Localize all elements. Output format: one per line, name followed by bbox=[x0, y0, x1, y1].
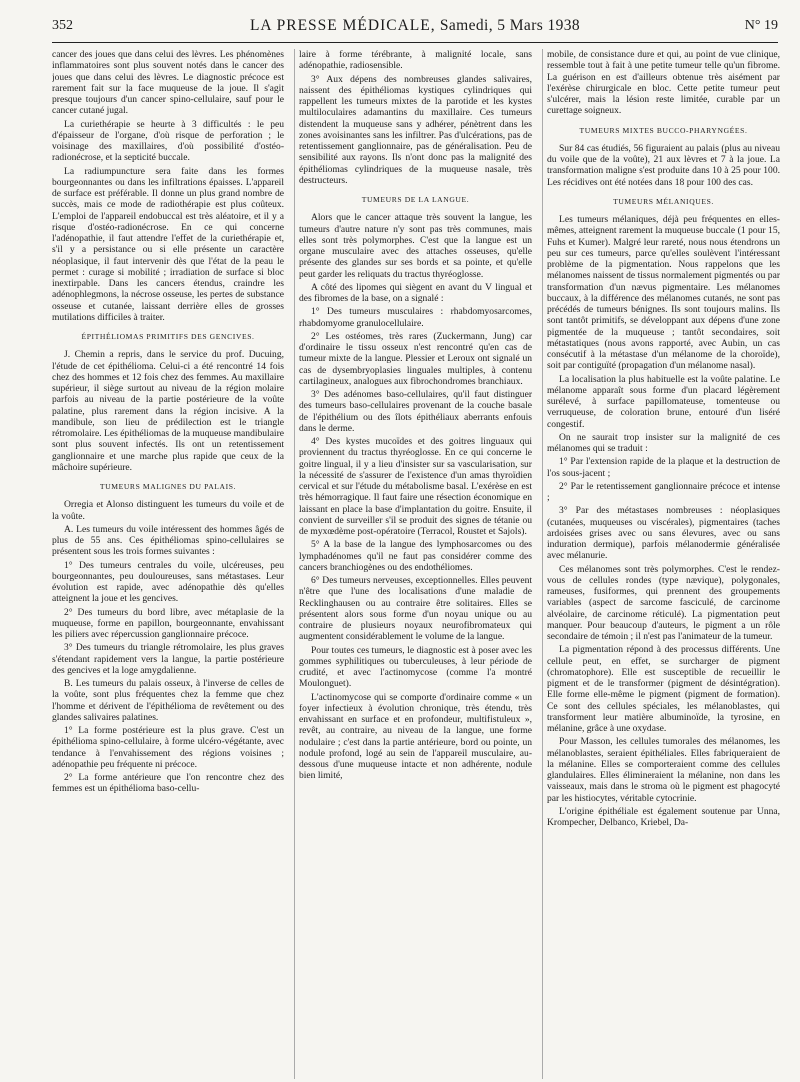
page-header bbox=[52, 16, 778, 43]
paragraph: J. Chemin a repris, dans le service du prof. Ducuing, l'étude de cet épithélioma. Celui-ci a été rencontré 14 fois chez des hommes et 12 fois chez des femmes. Au maxillaire supérieur, il siège surtout au niveau de la région molaire parfois au niveau de la partie postérieure de la voûte palatine, plus rarement dans la région incisive. A la mandibule, son lieu de prédilection est le triangle rétromolaire. Les épithéliomas de la muqueuse mandibulaire sont plus souvent infectés. Ils ont un retentissement ganglionnaire et une marche plus rapide que ceux de la mâchoire supérieure. bbox=[52, 349, 284, 473]
paragraph: A côté des lipomes qui siègent en avant du V lingual et des fibromes de la base, on a signalé : bbox=[299, 281, 532, 304]
section-heading: TUMEURS MALIGNES DU PALAIS. bbox=[99, 482, 237, 491]
paragraph: 1° Par l'extension rapide de la plaque et la destruction de l'os sous-jacent ; bbox=[547, 456, 780, 479]
paragraph: A. Les tumeurs du voile intéressent des hommes âgés de plus de 55 ans. Ces épithéliomas spino-cellulaires se présentent sous les trois formes suivantes : bbox=[52, 523, 284, 558]
paragraph: 3° Des adénomes baso-cellulaires, qu'il faut distinguer des tumeurs baso-cellulaires provenant de la couche basale de l'épithélium ou des îlots épithéliaux aberrants enfouis dans le derme. bbox=[299, 389, 532, 434]
paragraph: 4° Des kystes mucoïdes et des goitres linguaux qui proviennent du tractus thyréoglosse. En ce qui concerne le goitre lingual, il y a lieu d'insister sur sa vascularisation, sur la nécessité de s'assurer de l'existence d'un amas thyroïdien cervical et sur l'étude du métabolisme basal. L'exérèse en est très hémorragique. Il faut faire une résection économique en laissant en place la base d'implantation du goitre. Ensuite, il convient de surveiller s'il se produit des signes de tétanie ou de myxœdème post-opératoire (Terracol, Roustet et Sajols). bbox=[299, 436, 532, 537]
paragraph: cancer des joues que dans celui des lèvres. Les phénomènes inflammatoires sont plus souvent notés dans le cancer des joues que dans celui des lèvres. Le diagnostic précoce est rarement fait sur la face muqueuse de la joue. Il s'agit presque toujours d'un cancer spino-cellulaire, sauf pour le cancer cutané jugal. bbox=[52, 49, 284, 117]
paragraph: 2° La forme antérieure que l'on rencontre chez des femmes est un épithélioma baso-cellu- bbox=[52, 772, 284, 795]
issue-number: N° 19 bbox=[744, 18, 778, 33]
paragraph: 1° Des tumeurs centrales du voile, ulcéreuses, peu bourgeonnantes, peu douloureuses, sans métastases. Leur évolution est rapide, avec adénopathie dès qu'elles atteignent la joue et les gencives. bbox=[52, 559, 284, 605]
paragraph: laire à forme térébrante, à malignité locale, sans adénopathie, radiosensible. bbox=[299, 49, 532, 72]
paragraph: Pour Masson, les cellules tumorales des mélanomes, les mélanoblastes, seraient épithéliales. Elles fabriqueraient de la mélanine. Elles se comporteraient comme des cellules glandulaires. Elles élimineraient la mélanine, non dans les vaisseaux, mais dans le stroma où le pigment est phagocyté par les histiocytes, véritable cytocrinie. bbox=[547, 736, 780, 804]
paragraph: 3° Des tumeurs du triangle rétromolaire, les plus graves s'étendant rapidement vers la langue, la partie postérieure des gencives et la loge amygdalienne. bbox=[52, 642, 284, 676]
paragraph: La pigmentation répond à des processus différents. Une cellule peut, en effet, se surcharger de pigment (chromatophore). Elle est susceptible de recueillir le pigment et de le transformer (pigment de désintégration). Elle forme elle-même le pigment (pigment de formation). Ce sont des cellules spéciales, les mélanoblastes, qui transforment leur matière albuminoïde, la tyrosine, en mélanine, grâce à une oxydase. bbox=[547, 644, 780, 734]
paragraph: L'origine épithéliale est également soutenue par Unna, Krompecher, Delbanco, Kriebel, Da- bbox=[547, 805, 780, 828]
paragraph: On ne saurait trop insister sur la malignité de ces mélanomes qui se traduit : bbox=[547, 431, 780, 454]
journal-name: LA PRESSE MÉDICALE, bbox=[249, 17, 436, 34]
section-heading: TUMEURS DE LA LANGUE. bbox=[361, 195, 470, 204]
paragraph: 6° Des tumeurs nerveuses, exceptionnelles. Elles peuvent n'être que l'une des localisations d'une maladie de Recklinghausen ou au contraire être solitaires. Elles se présentent alors sous forme d'un noyau unique ou au contraire de plusieurs noyaux neurofibromateux qui augmentent considérablement le volume de la langue. bbox=[299, 575, 532, 643]
paragraph: mobile, de consistance dure et qui, au point de vue clinique, ressemble tout à fait à une petite tumeur telle qu'un fibrome. La guérison en est d'ailleurs obtenue très aisément par l'exérèse chirurgicale en bloc. Cette petite tumeur peut s'ulcérer, mais la lésion reste limitée, curable par un curettage soigneux. bbox=[547, 49, 780, 117]
paragraph: 1° La forme postérieure est la plus grave. C'est un épithélioma spino-cellulaire, à forme ulcéro-végétante, avec tendance à l'envahissement des régions voisines ; adénopathie peu fréquente ni précoce. bbox=[52, 725, 284, 770]
paragraph: 3° Par des métastases nombreuses : néoplasiques (cutanées, muqueuses ou viscérales), pigmentaires (taches ardoisées grises avec ou sans élevures, avec ou sans induration dermique), parfois mélanodermie généralisée avec mélanurie. bbox=[547, 505, 780, 562]
column-left bbox=[52, 49, 284, 1079]
paragraph: 1° Des tumeurs musculaires : rhabdomyosarcomes, rhabdomyome granulocellulaire. bbox=[299, 306, 532, 329]
text-columns bbox=[52, 49, 778, 1079]
section-heading: TUMEURS MÉLANIQUES. bbox=[613, 196, 714, 206]
paragraph: La radiumpuncture sera faite dans les formes bourgeonnantes ou dans les infiltrations épaisses. L'appareil de surface est préférable. Il donne un plus grand nombre de succès, mais ce mode de radiothérapie est plus coûteux. L'emploi de l'appareil endobuccal est très aléatoire, et il y a risque d'ostéo-radionécrose. En ce qui concerne l'adénopathie, il faut attendre l'effet de la curiethérapie et, s'il y a persistance ou si elle présente un caractère néoplasique, il faut intervenir dès que l'état de la peau le permet : curage si mobilité ; irradiation de surface si bloc inextirpable. Dans les cancers étendus, craindre les adénophlegmons, la nécrose osseuse, les pertes de substance osseuse et cutanée, laissant derrière elles de grosses mutilations difficiles à traiter. bbox=[52, 165, 284, 323]
paragraph: Orregia et Alonso distinguent les tumeurs du voile et de la voûte. bbox=[52, 499, 284, 522]
section-heading: ÉPITHÉLIOMAS PRIMITIFS DES GENCIVES. bbox=[81, 332, 255, 341]
page-number: 352 bbox=[52, 18, 73, 33]
paragraph: Alors que le cancer attaque très souvent la langue, les tumeurs d'autre nature n'y sont pas très communes, mais elles sont très polymorphes. C'est que la langue est un organe musculaire avec des attaches osseuses, qu'elle présente des glandes sur ses bords et sa pointe, et qu'elle peut garder les reliquats du tractus thyréoglosse. bbox=[299, 212, 532, 280]
issue-date: Samedi, 5 Mars 1938 bbox=[439, 17, 581, 34]
paragraph: 5° A la base de la langue des lymphosarcomes ou des lymphadénomes qu'il ne faut pas considérer comme des cancers branchiogènes ou des endothéliomes. bbox=[299, 539, 532, 573]
paragraph: Sur 84 cas étudiés, 56 figuraient au palais (plus au niveau du voile que de la voûte), 21 aux lèvres et 7 à la joue. La transformation maligne s'est produite dans 10 à 25 pour 100. Les récidives ont été notées dans 18 pour 100 des cas. bbox=[547, 142, 780, 188]
paragraph: Ces mélanomes sont très polymorphes. C'est le rendez-vous de cellules rondes (type nævique), polygonales, rameuses, fusiformes, qui prennent des groupements variables (aspect de sarcome fasciculé, de carcinome alvéolaire, de carcinome réticulé). La pigmentation peut manquer. Pour beaucoup d'auteurs, le pigment a un rôle secondaire de témoin ; il n'est pas l'animateur de la tumeur. bbox=[547, 563, 780, 642]
section-heading: TUMEURS MIXTES BUCCO-PHARYNGÉES. bbox=[579, 125, 748, 135]
paragraph: 2° Par le retentissement ganglionnaire précoce et intense ; bbox=[547, 480, 780, 503]
paragraph: L'actinomycose qui se comporte d'ordinaire comme « un foyer infectieux à évolution chronique, très étendu, très envahissant en surface et en profondeur, multifistuleux », revêt, au contraire, au niveau de la langue, une forme nodulaire ; c'est dans la partie antérieure, bord ou pointe, un nodule profond, logé au sein de l'appareil musculaire, au-dessous d'une muqueuse intacte et non adhérente, nodule bien limité, bbox=[299, 691, 532, 782]
column-right bbox=[542, 49, 780, 1079]
column-middle bbox=[294, 49, 532, 1079]
paragraph: 2° Les ostéomes, très rares (Zuckermann, Jung) car d'ordinaire le tissu osseux n'est rencontré qu'en cas de tumeur mixte de la langue. Plessier et Leroux ont signalé un cas de dysembryoplasies linguales multiples, à contenu cartilagineux, analogues aux fibrochondromes branchiaux. bbox=[299, 330, 532, 387]
paragraph: 2° Des tumeurs du bord libre, avec métaplasie de la muqueuse, forme en papillon, bourgeonnante, envahissant les piliers avec répercussion ganglionnaire précoce. bbox=[52, 606, 284, 640]
paragraph: La curiethérapie se heurte à 3 difficultés : le peu d'épaisseur de l'organe, d'où risque de perforation ; le voisinage des maxillaires, d'où possibilité d'ostéo-radionécrose, et la septicité buccale. bbox=[52, 118, 284, 164]
paragraph: La localisation la plus habituelle est la voûte palatine. Le mélanome apparaît sous forme d'un placard légèrement surélevé, à surface papillomateuse, tomenteuse ou verruqueuse, de coloration brune, entouré d'un liséré congestif. bbox=[547, 373, 780, 430]
paragraph: Pour toutes ces tumeurs, le diagnostic est à poser avec les gommes syphilitiques ou tuberculeuses, à leur période de crudité, et avec l'actinomycose (comme l'a montré Moulonguet). bbox=[299, 644, 532, 690]
paragraph: B. Les tumeurs du palais osseux, à l'inverse de celles de la voûte, sont plus fréquentes chez la femme que chez l'homme et dérivent de l'épithélioma de revêtement ou des glandes salivaires palatines. bbox=[52, 678, 284, 723]
paragraph: Les tumeurs mélaniques, déjà peu fréquentes en elles-mêmes, atteignent rarement la muqueuse buccale (1 pour 15, Fuhs et Kumer). Malgré leur rareté, nous nous étendrons un peu sur ces tumeurs, parce qu'elles soulèvent l'intéressant problème de la pigmentation. Nous rappelons que les mélanomes naissent de tissus normalement pigmentés ou par transformation d'un nævus pigmentaire. Les mélanomes buccaux, à la différence des mélanomes cutanés, ne sont pas précédés de tumeurs bénignes. Ils sont toujours malins. Ils sont tantôt primitifs, se développant aux dépens d'une zone pigmentée de la muqueuse ; tantôt secondaires, soit métastatiques (nous avons rapporté, avec Aubin, un cas consécutif à la métastase d'un mélanome de la choroïde), soit par contiguïté (propagation d'un mélanome nasal). bbox=[547, 214, 780, 372]
paragraph: 3° Aux dépens des nombreuses glandes salivaires, naissent des épithéliomas kystiques cylindriques qui rappellent les tumeurs mixtes de la parotide et les kystes multiloculaires adamantins du maxillaire. Ces tumeurs distendent la muqueuse sans y adhérer, pénètrent dans les zones avoisinantes sans les infiltrer. Pas d'ulcérations, pas de retentissement ganglionnaire, pas de généralisation. Peu de sensibilité aux rayons. Ils n'ont donc pas la malignité des épithéliomas cylindriques de la muqueuse nasale, très destructeurs. bbox=[299, 73, 532, 186]
running-title bbox=[52, 17, 778, 35]
